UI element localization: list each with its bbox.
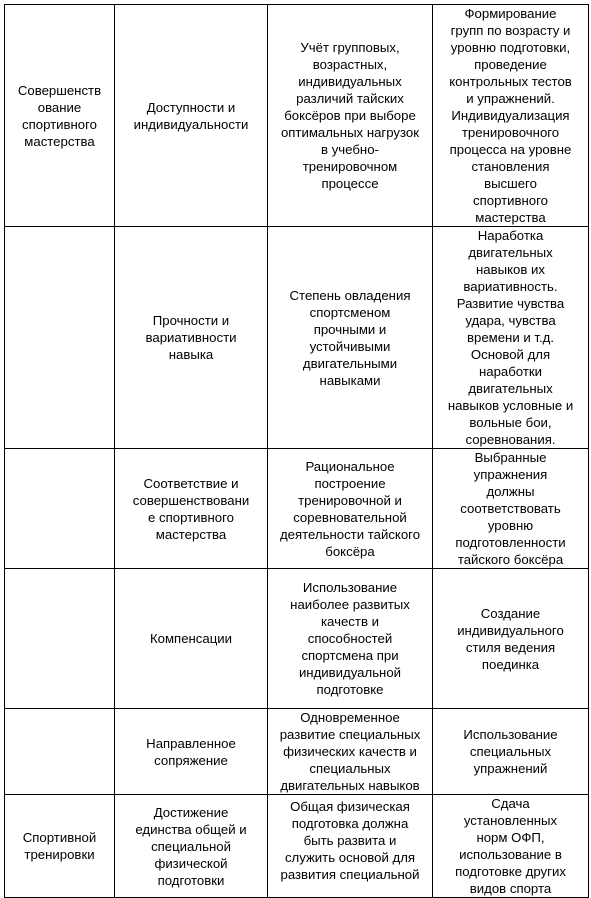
- table-row: [5, 709, 589, 795]
- table-cell-content: [268, 795, 433, 898]
- table-cell-content: [268, 709, 433, 795]
- table-cell-section: [5, 227, 115, 449]
- table-cell-principle: [115, 227, 268, 449]
- cell-text: Совершенств ование спортивного мастерства: [17, 82, 102, 149]
- cell-text: Формирование групп по возрасту и уровню подготовки, проведение контрольных тестов и упражнений. Индивидуализация тренировочного процесса на уровне становления высшего спортивного мастерства: [449, 6, 572, 225]
- cell-text: Рациональное построение тренировочной и соревновательной деятельности тайского боксёра: [279, 458, 421, 559]
- table-cell-implementation: [433, 709, 589, 795]
- cell-text: Компенсации: [149, 631, 233, 646]
- table-cell-implementation: [433, 569, 589, 709]
- table-cell-section: [5, 5, 115, 227]
- cell-text: Создание индивидуального стиля ведения поединка: [457, 605, 564, 672]
- table-cell-principle: [115, 449, 268, 569]
- table-cell-section: [5, 449, 115, 569]
- table-cell-content: [268, 449, 433, 569]
- table-cell-section: [5, 795, 115, 898]
- cell-text: Спортивной тренировки: [22, 830, 97, 862]
- cell-text: Использование наиболее развитых качеств и способностей спортсмена при индивидуальной подготовке: [290, 580, 410, 697]
- cell-text: Прочности и вариативности навыка: [145, 313, 237, 362]
- table-row: [5, 449, 589, 569]
- table-cell-content: [268, 5, 433, 227]
- table-cell-content: [268, 227, 433, 449]
- table-cell-principle: [115, 795, 268, 898]
- table-cell-principle: [115, 5, 268, 227]
- table-cell-implementation: [433, 795, 589, 898]
- cell-text: Использование специальных упражнений: [463, 727, 558, 776]
- table-cell-principle: [115, 569, 268, 709]
- cell-text: Соответствие и совершенствовани е спортивного мастерства: [132, 475, 250, 542]
- table-cell-implementation: [433, 227, 589, 449]
- cell-text: Выбранные упражнения должны соответствовать уровню подготовленности тайского боксёра: [455, 450, 566, 567]
- cell-text: Направленное сопряжение: [146, 735, 236, 768]
- table-cell-content: [268, 569, 433, 709]
- table-row: [5, 5, 589, 227]
- cell-text: Сдача установленных норм ОФП, использование в подготовке других видов спорта: [455, 796, 566, 896]
- document-page: [4, 4, 590, 896]
- cell-text: Степень овладения спортсменом прочными и устойчивыми двигательными навыками: [289, 287, 411, 388]
- table-row: [5, 227, 589, 449]
- cell-text: Учёт групповых, возрастных, индивидуальных различий тайских боксёров при выборе оптимальных нагрузок в учебно- тренировочном процессе: [280, 40, 420, 191]
- cell-text: Одновременное развитие специальных физических качеств и специальных двигательных навыков: [279, 710, 421, 793]
- cell-text: Доступности и индивидуальности: [133, 99, 249, 132]
- principles-table: [4, 4, 589, 898]
- table-cell-implementation: [433, 5, 589, 227]
- table-cell-principle: [115, 709, 268, 795]
- cell-text: Общая физическая подготовка должна быть развита и служить основой для развития специальной: [280, 799, 420, 882]
- table-cell-section: [5, 569, 115, 709]
- cell-text: Достижение единства общей и специальной физической подготовки: [135, 804, 247, 888]
- table-cell-implementation: [433, 449, 589, 569]
- cell-text: Наработка двигательных навыков их вариативность. Развитие чувства удара, чувства времени и т.д. Основой для наработки двигательных навыков условные и вольные бои, соревнования.: [447, 228, 574, 447]
- table-cell-section: [5, 709, 115, 795]
- table-row: [5, 795, 589, 898]
- table-row: [5, 569, 589, 709]
